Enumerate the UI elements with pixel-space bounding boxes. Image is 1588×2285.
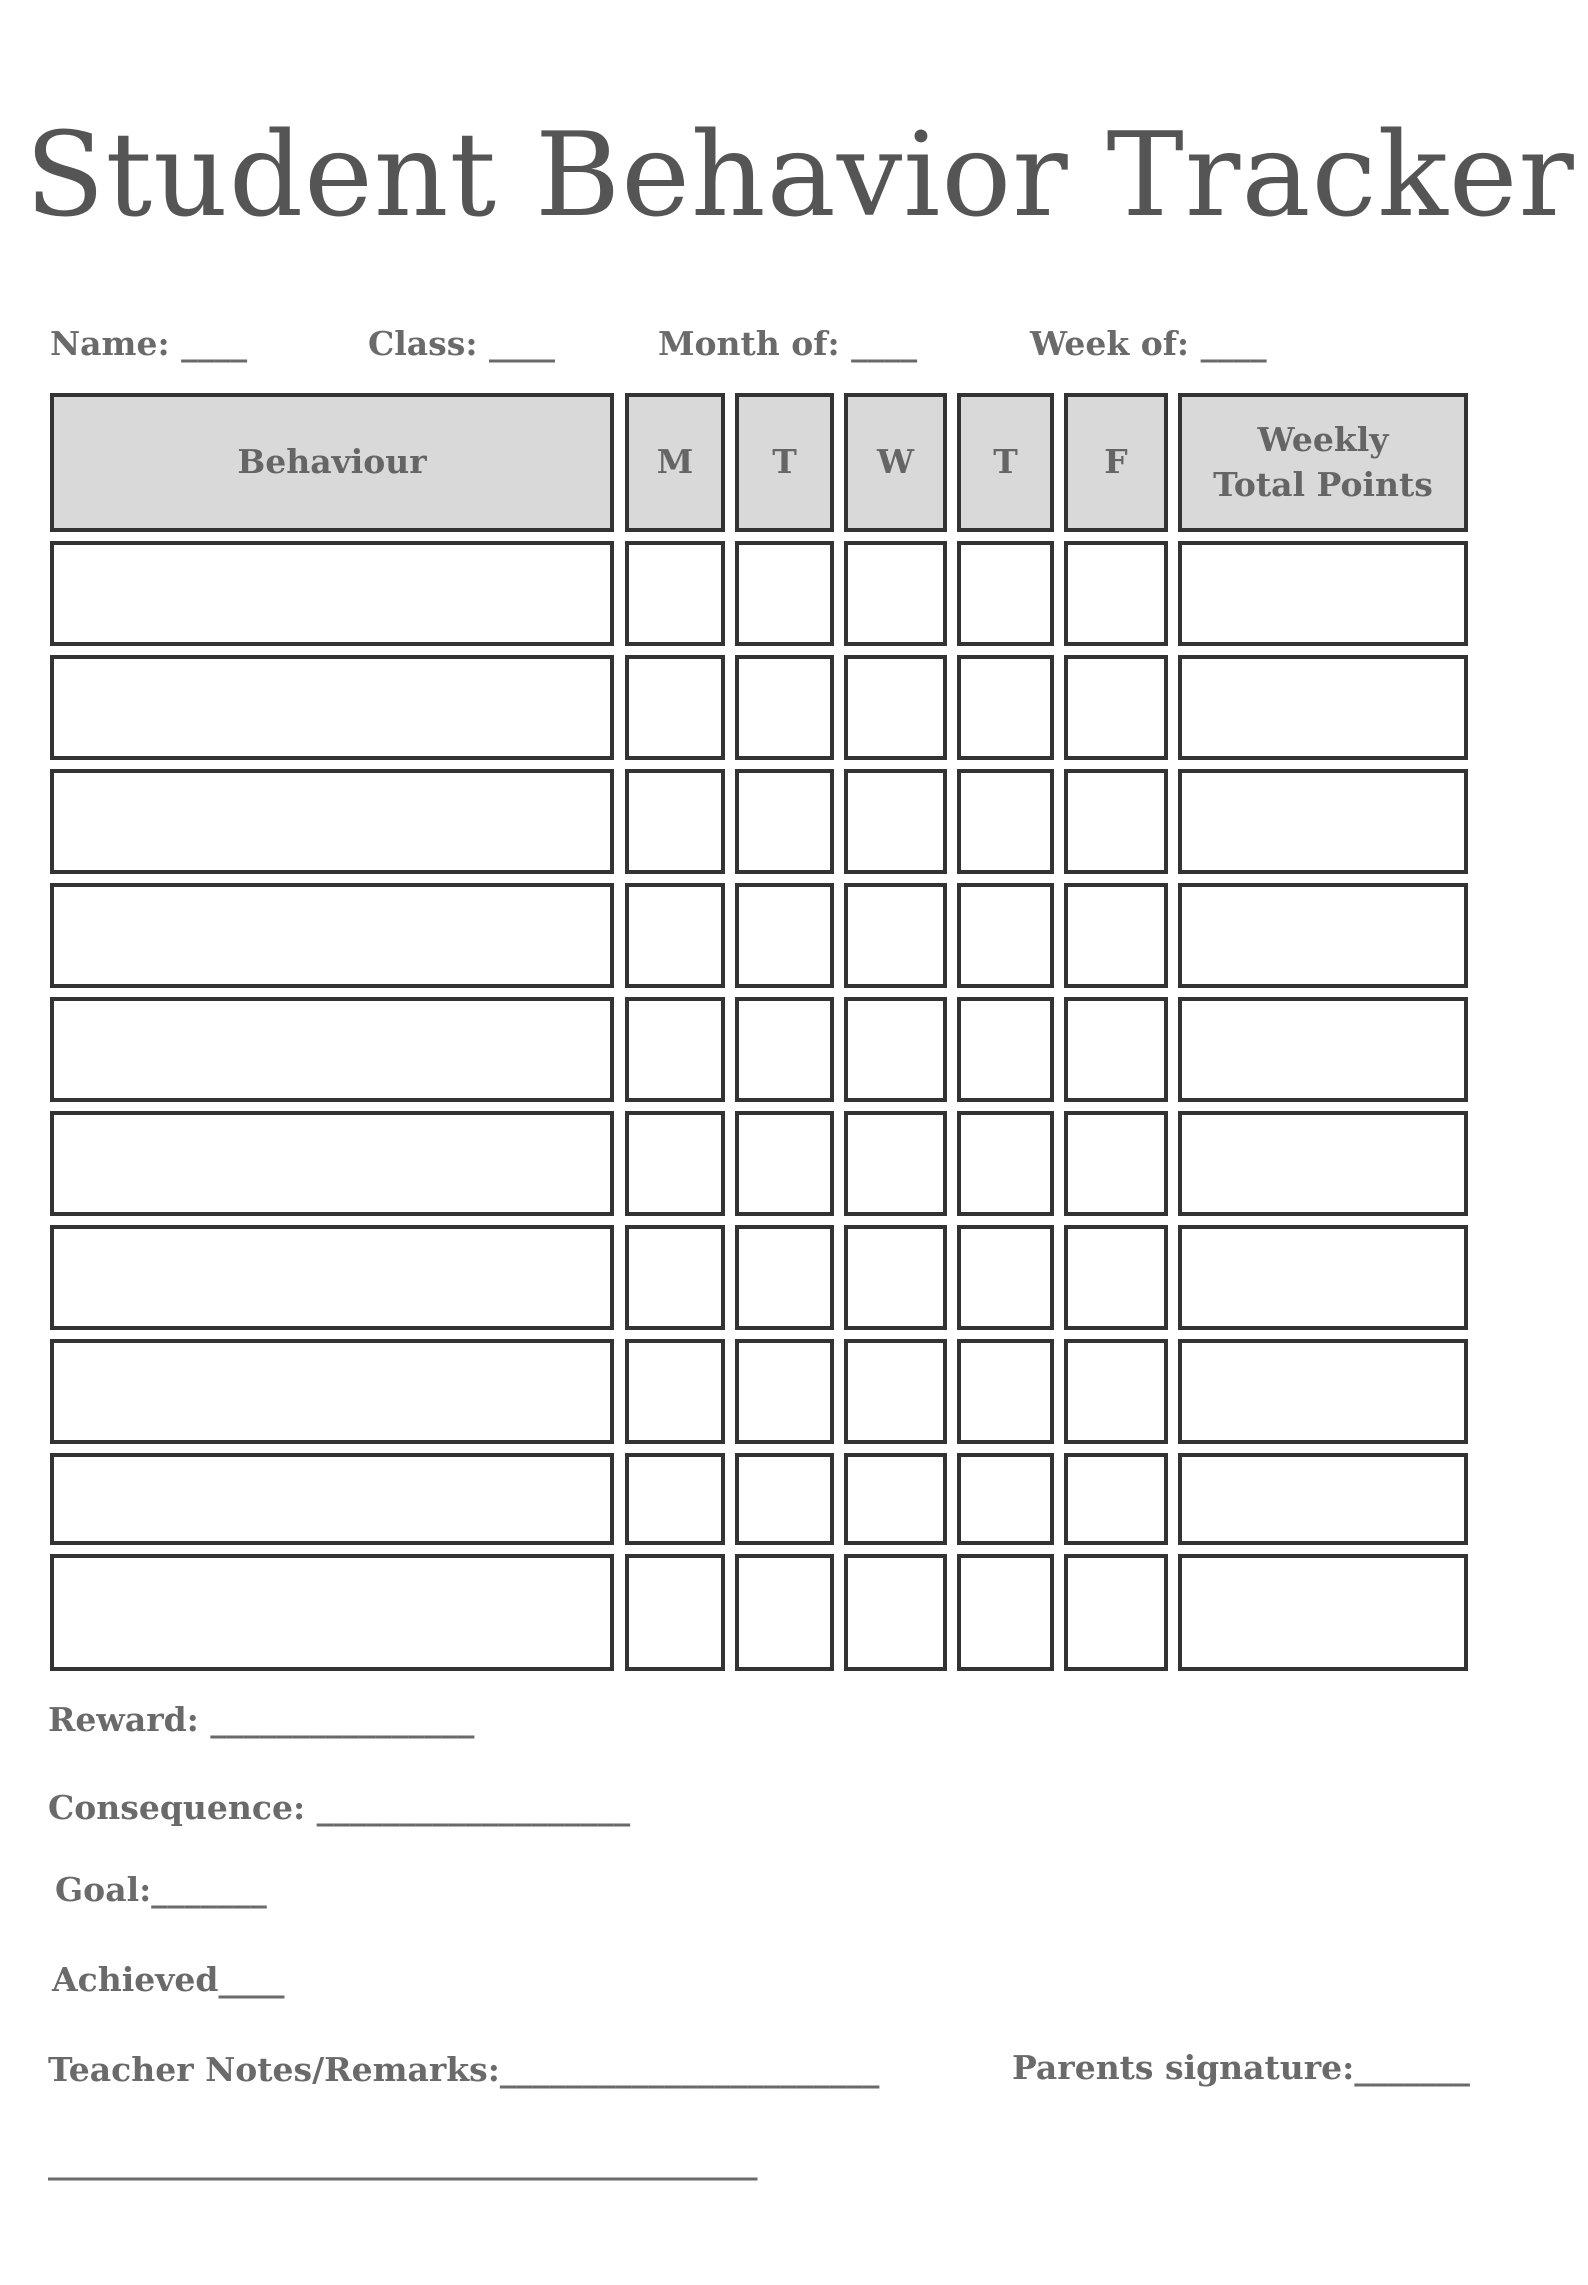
month-field[interactable]: Month of: ____ xyxy=(658,324,918,363)
week-field[interactable]: Week of: ____ xyxy=(1030,324,1267,363)
cell-thu[interactable] xyxy=(957,541,1054,646)
parents-signature-field[interactable]: Parents signature:_______ xyxy=(1012,2048,1470,2087)
cell-behaviour[interactable] xyxy=(50,1339,614,1444)
cell-mon[interactable] xyxy=(625,997,725,1102)
consequence-field[interactable]: Consequence: ___________________ xyxy=(48,1788,631,1827)
cell-mon[interactable] xyxy=(625,1453,725,1545)
class-field[interactable]: Class: ____ xyxy=(368,324,556,363)
cell-tue[interactable] xyxy=(735,1111,834,1216)
cell-fri[interactable] xyxy=(1064,541,1168,646)
goal-field[interactable]: Goal:_______ xyxy=(55,1870,267,1909)
cell-wed[interactable] xyxy=(844,883,947,988)
cell-wed[interactable] xyxy=(844,1111,947,1216)
cell-fri[interactable] xyxy=(1064,1554,1168,1671)
header-thu: T xyxy=(957,393,1054,532)
cell-wed[interactable] xyxy=(844,1225,947,1330)
cell-mon[interactable] xyxy=(625,1225,725,1330)
cell-mon[interactable] xyxy=(625,769,725,874)
cell-behaviour[interactable] xyxy=(50,1554,614,1671)
cell-wed[interactable] xyxy=(844,1554,947,1671)
cell-tue[interactable] xyxy=(735,997,834,1102)
cell-weekly-total[interactable] xyxy=(1178,1453,1468,1545)
cell-mon[interactable] xyxy=(625,655,725,760)
cell-thu[interactable] xyxy=(957,1339,1054,1444)
cell-weekly-total[interactable] xyxy=(1178,1554,1468,1671)
cell-fri[interactable] xyxy=(1064,769,1168,874)
teacher-notes-field[interactable]: Teacher Notes/Remarks:_______________________ xyxy=(48,2050,880,2089)
cell-behaviour[interactable] xyxy=(50,997,614,1102)
cell-thu[interactable] xyxy=(957,655,1054,760)
cell-weekly-total[interactable] xyxy=(1178,655,1468,760)
cell-tue[interactable] xyxy=(735,883,834,988)
cell-weekly-total[interactable] xyxy=(1178,541,1468,646)
achieved-field[interactable]: Achieved____ xyxy=(52,1960,285,1999)
cell-mon[interactable] xyxy=(625,1339,725,1444)
cell-weekly-total[interactable] xyxy=(1178,1225,1468,1330)
cell-behaviour[interactable] xyxy=(50,883,614,988)
cell-thu[interactable] xyxy=(957,883,1054,988)
cell-thu[interactable] xyxy=(957,1225,1054,1330)
cell-tue[interactable] xyxy=(735,1554,834,1671)
cell-weekly-total[interactable] xyxy=(1178,1339,1468,1444)
cell-tue[interactable] xyxy=(735,1339,834,1444)
cell-fri[interactable] xyxy=(1064,883,1168,988)
cell-behaviour[interactable] xyxy=(50,1225,614,1330)
cell-mon[interactable] xyxy=(625,1111,725,1216)
cell-mon[interactable] xyxy=(625,541,725,646)
cell-fri[interactable] xyxy=(1064,997,1168,1102)
cell-fri[interactable] xyxy=(1064,1225,1168,1330)
cell-tue[interactable] xyxy=(735,541,834,646)
cell-wed[interactable] xyxy=(844,769,947,874)
header-wed: W xyxy=(844,393,947,532)
cell-thu[interactable] xyxy=(957,1554,1054,1671)
header-weekly-total: Weekly Total Points xyxy=(1178,393,1468,532)
cell-behaviour[interactable] xyxy=(50,1111,614,1216)
header-mon: M xyxy=(625,393,725,532)
cell-wed[interactable] xyxy=(844,1339,947,1444)
reward-field[interactable]: Reward: ________________ xyxy=(48,1700,475,1739)
cell-tue[interactable] xyxy=(735,1453,834,1545)
cell-behaviour[interactable] xyxy=(50,1453,614,1545)
cell-mon[interactable] xyxy=(625,883,725,988)
cell-weekly-total[interactable] xyxy=(1178,769,1468,874)
cell-thu[interactable] xyxy=(957,997,1054,1102)
cell-weekly-total[interactable] xyxy=(1178,883,1468,988)
cell-wed[interactable] xyxy=(844,655,947,760)
header-behaviour: Behaviour xyxy=(50,393,614,532)
header-fri: F xyxy=(1064,393,1168,532)
cell-mon[interactable] xyxy=(625,1554,725,1671)
cell-weekly-total[interactable] xyxy=(1178,997,1468,1102)
cell-behaviour[interactable] xyxy=(50,769,614,874)
cell-wed[interactable] xyxy=(844,997,947,1102)
cell-fri[interactable] xyxy=(1064,1111,1168,1216)
cell-thu[interactable] xyxy=(957,1453,1054,1545)
cell-wed[interactable] xyxy=(844,541,947,646)
cell-weekly-total[interactable] xyxy=(1178,1111,1468,1216)
cell-tue[interactable] xyxy=(735,1225,834,1330)
cell-fri[interactable] xyxy=(1064,1339,1168,1444)
cell-behaviour[interactable] xyxy=(50,541,614,646)
cell-tue[interactable] xyxy=(735,769,834,874)
page-title: Student Behavior Tracker xyxy=(25,108,1575,243)
notes-extra-line[interactable]: ___________________________________________ xyxy=(48,2142,758,2181)
name-field[interactable]: Name: ____ xyxy=(50,324,248,363)
cell-fri[interactable] xyxy=(1064,655,1168,760)
cell-behaviour[interactable] xyxy=(50,655,614,760)
cell-thu[interactable] xyxy=(957,1111,1054,1216)
cell-thu[interactable] xyxy=(957,769,1054,874)
cell-fri[interactable] xyxy=(1064,1453,1168,1545)
cell-tue[interactable] xyxy=(735,655,834,760)
header-tue: T xyxy=(735,393,834,532)
cell-wed[interactable] xyxy=(844,1453,947,1545)
